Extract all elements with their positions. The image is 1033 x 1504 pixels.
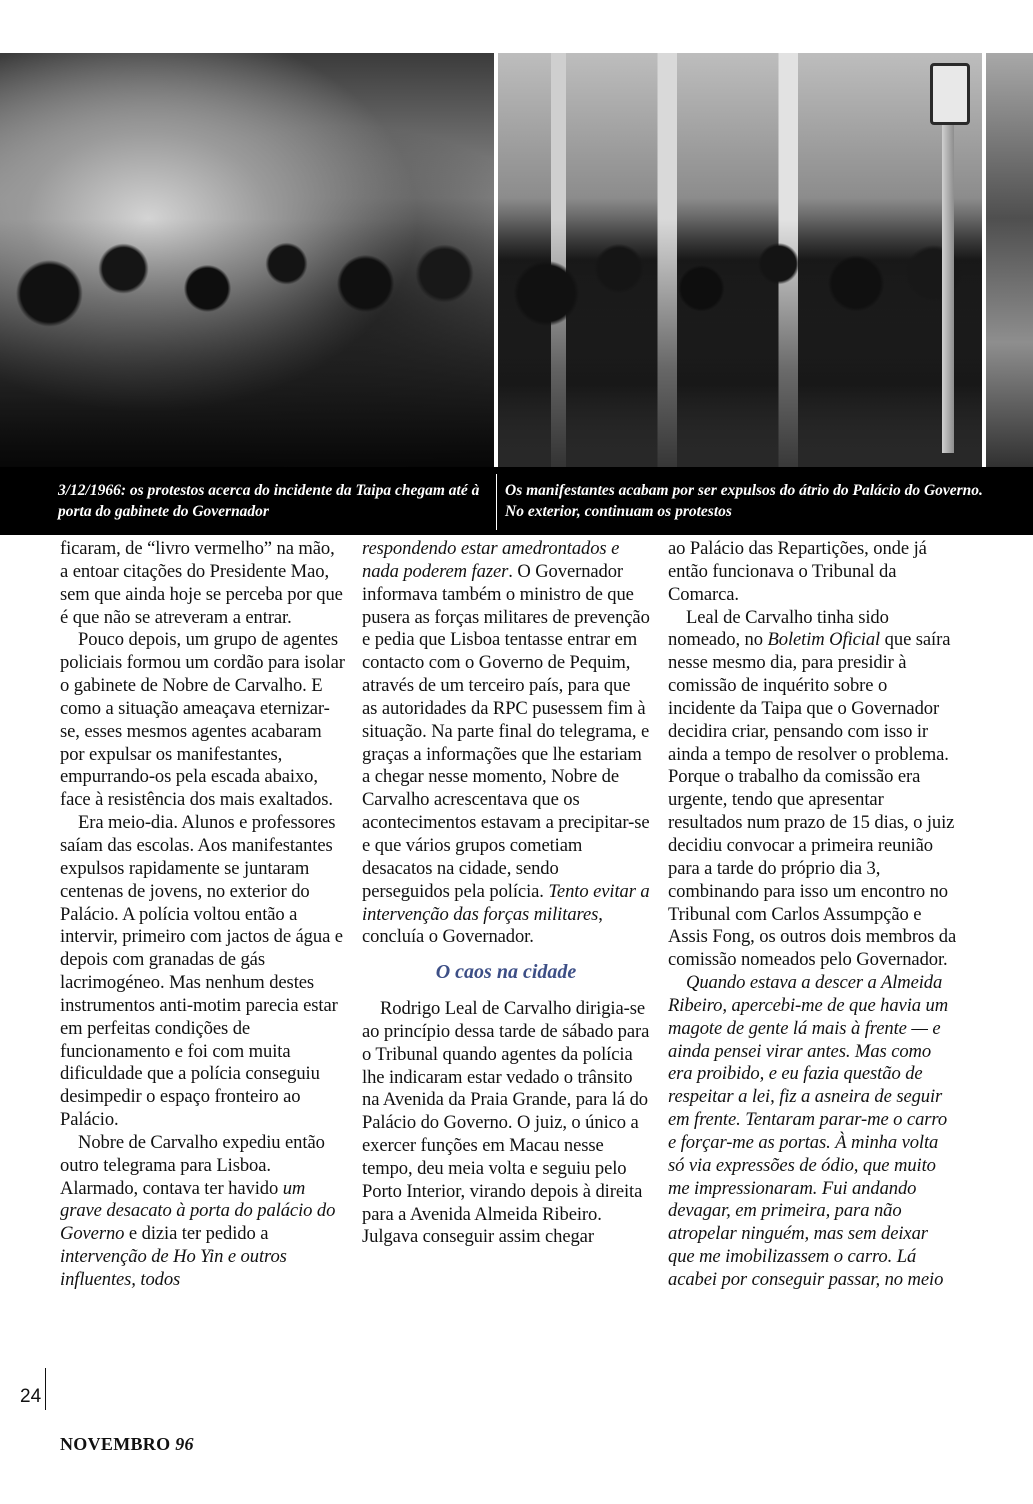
paragraph: ao Palácio das Repartições, onde já então funcionava o Tribunal da Comarca.: [668, 538, 927, 605]
lamp-post: [942, 123, 954, 453]
paragraph: [668, 607, 958, 973]
paragraph-text: e dizia ter pedido a: [124, 1223, 269, 1245]
quote-emphasis: Tento evitar a intervenção das forças militares: [362, 880, 650, 925]
paragraph: Rodrigo Leal de Carvalho dirigia-se ao princípio dessa tarde de sábado para o Tribunal quando agentes da polícia lhe indicaram estar vedado o trânsito na Avenida da Praia Grande, para lá do Palácio do Governo. O juiz, o único a exercer funções em Macau nesse tempo, deu meia volta e seguiu pelo Porto Interior, virando depois à direita para a Avenida Almeida Ribeiro. Julgava conseguir assim chegar: [362, 998, 650, 1248]
paragraph-text: . O Governador informava também o ministro de que pusera as forças militares de prevenção e pedia que Lisboa tentasse entrar em contacto com o Governo de Pequim, através de um terceiro país, para que as autoridades da RPC pusessem fim à situação. Na parte final do telegrama, e graças a informações que lhe estariam a chegar nesse momento, Nobre de Carvalho acrescentava que os acontecimentos estavam a precipitar-se e que vários grupos cometiam desacatos na cidade, sendo perseguidos pela polícia.: [362, 560, 650, 902]
page-number: 24: [20, 1386, 42, 1407]
photo-protest-governor-office: [0, 53, 494, 467]
photo-partial-right: [986, 53, 1033, 467]
paragraph: [362, 538, 650, 949]
paragraph-text: , concluía o Governador.: [362, 903, 603, 948]
issue-number: 96: [175, 1434, 194, 1454]
paragraph: ficaram, de “livro vermelho” na mão, a entoar citações do Presidente Mao, sem que ainda hoje se perceba por que é que não se atreveram a entrar.: [60, 538, 343, 628]
page-number-rule: [45, 1368, 46, 1410]
paragraph-text: Nobre de Carvalho expediu então outro telegrama para Lisboa. Alarmado, contava ter havido: [60, 1131, 325, 1199]
quote-emphasis: respondendo estar amedrontados e nada poderem fazer: [362, 538, 620, 582]
crowd-silhouettes: [0, 219, 494, 467]
photo-caption-right: Os manifestantes acabam por ser expulsos do átrio do Palácio do Governo. No exterior, continuam os protestos: [505, 482, 983, 520]
quote-emphasis: um grave desacato à porta do palácio do Governo: [60, 1177, 336, 1245]
quote-emphasis: intervenção de Ho Yin e outros influentes, todos: [60, 1246, 287, 1290]
issue-month: NOVEMBRO: [60, 1434, 171, 1454]
caption-divider: [496, 474, 497, 530]
crowd-silhouettes: [498, 219, 982, 467]
section-heading: O caos na cidade: [435, 961, 577, 984]
paragraph: [60, 1132, 347, 1292]
issue-footer: [60, 1434, 194, 1455]
paragraph: [668, 972, 958, 1292]
paragraph: Pouco depois, um grupo de agentes policiais formou um cordão para isolar o gabinete de Nobre de Carvalho. E como a situação ameaçava eternizar-se, esses mesmos agentes acabaram por expulsar os manifestantes, empurrando-os pela escada abaixo, face à resistência dos mais exaltados.: [60, 629, 345, 811]
paragraph-text: Leal de Carvalho tinha sido nomeado, no: [668, 606, 889, 651]
text-column-1: [60, 538, 347, 1292]
text-column-3: [668, 538, 958, 1292]
street-lamp: [930, 63, 970, 125]
text-column-2: [362, 538, 650, 1249]
paragraph: Era meio-dia. Alunos e professores saíam das escolas. Aos manifestantes expulsos rapidamente se juntaram centenas de jovens, no exterior do Palácio. A polícia voltou então a intervir, primeiro com jactos de água e depois com granadas de gás lacrimogéneo. Mas nenhum destes instrumentos anti-motim parecia estar em perfeitas condições de funcionamento e foi com muita dificuldade que a polícia conseguiu desimpedir o espaço fronteiro ao Palácio.: [60, 812, 343, 1131]
photo-caption-left: 3/12/1966: os protestos acerca do incidente da Taipa chegam até à porta do gabinete do Governador: [58, 482, 480, 520]
quote-emphasis: Quando estava a descer a Almeida Ribeiro, apercebi-me de que havia um magote de gente lá mais à frente — e ainda pensei virar antes. Mas como era proibido, e eu fazia questão de respeitar a lei, fiz a asneira de seguir em frente. Tentaram parar-me o carro e forçar-me as portas. À minha volta só via expressões de ódio, que muito me impressionaram. Fui andando devagar, em primeira, para não atropelar ninguém, mas sem deixar que me imobilizassem o carro. Lá acabei por conseguir passar, no meio: [668, 972, 949, 1290]
photo-palace-exterior: [498, 53, 982, 467]
paragraph-text: que saíra nesse mesmo dia, para presidir à comissão de inquérito sobre o incidente da Taipa que o Governador decidira criar, pensando com isso ir ainda a tempo de resolver o problema. Porque o trabalho da comissão era urgente, tendo que apresentar resultados num prazo de 15 dias, o juiz decidiu convocar a primeira reunião para a tarde do próprio dia 3, combinando para isso um encontro no Tribunal com Carlos Assumpção e Assis Fong, os outros dois membros da comissão nomeados pelo Governador.: [668, 629, 957, 971]
publication-title: Boletim Oficial: [767, 629, 881, 651]
